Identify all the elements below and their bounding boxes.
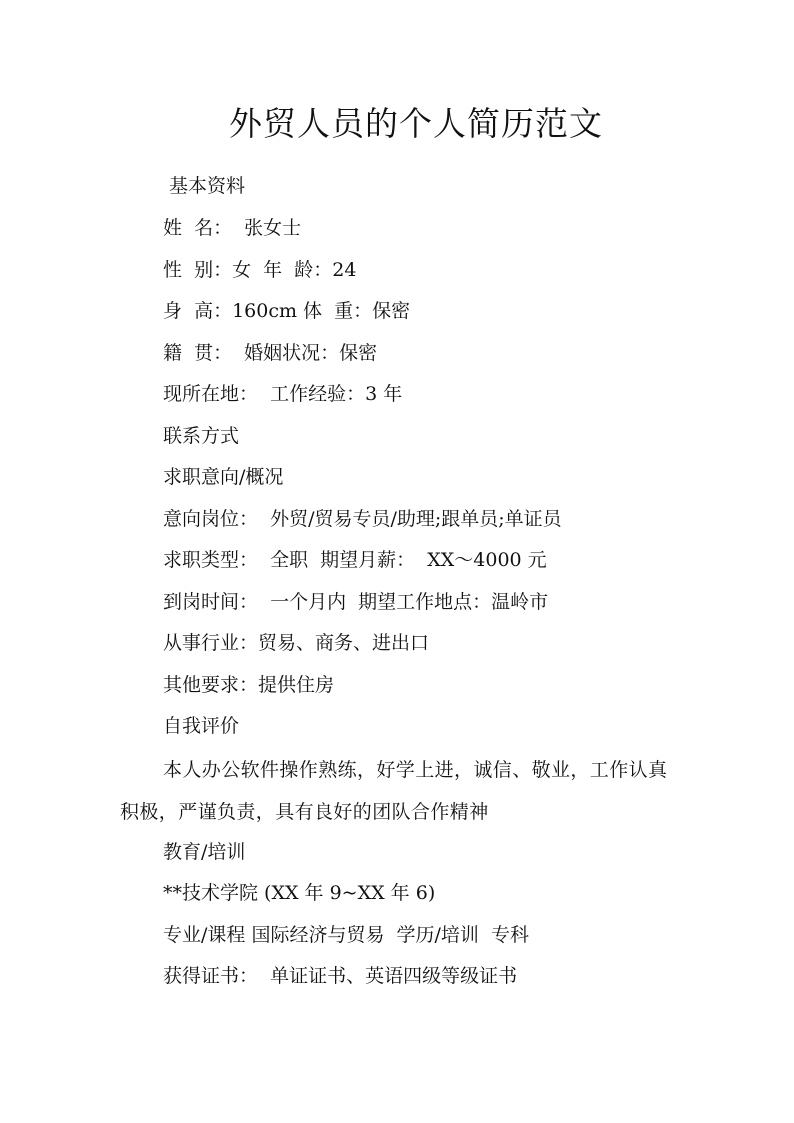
section-contact: 联系方式 (163, 425, 240, 447)
section-job-intention: 求职意向/概况 (163, 466, 284, 488)
industry-line: 从事行业：贸易、商务、进出口 (163, 632, 430, 654)
start-time-location-line: 到岗时间： 一个月内 期望工作地点：温岭市 (163, 591, 549, 613)
section-basic-info: 基本资料 (163, 175, 246, 197)
self-evaluation-paragraph: 本人办公软件操作熟练，好学上进，诚信、敬业，工作认真积极，严谨负责，具有良好的团队合作精神 (120, 759, 668, 823)
height-weight-line: 身 高：160cm 体 重：保密 (163, 300, 411, 322)
gender-age-line: 性 别：女 年 龄：24 (163, 259, 357, 281)
job-type-salary-line: 求职类型： 全职 期望月薪： XX～4000 元 (163, 549, 547, 571)
section-self-evaluation: 自我评价 (163, 715, 240, 737)
school-line: **技术学院 (XX 年 9~XX 年 6) (163, 882, 436, 904)
section-education: 教育/培训 (163, 841, 246, 863)
name-line: 姓 名： 张女士 (163, 217, 302, 239)
other-requirements-line: 其他要求：提供住房 (163, 674, 335, 696)
desired-position-line: 意向岗位： 外贸/贸易专员/助理;跟单员;单证员 (163, 508, 562, 530)
document-title: 外贸人员的个人简历范文 (229, 104, 603, 143)
origin-marital-line: 籍 贯： 婚姻状况：保密 (163, 342, 378, 364)
certificates-line: 获得证书： 单证证书、英语四级等级证书 (163, 965, 518, 987)
major-line: 专业/课程 国际经济与贸易 学历/培训 专科 (163, 924, 530, 946)
location-experience-line: 现所在地： 工作经验：3 年 (163, 383, 403, 405)
